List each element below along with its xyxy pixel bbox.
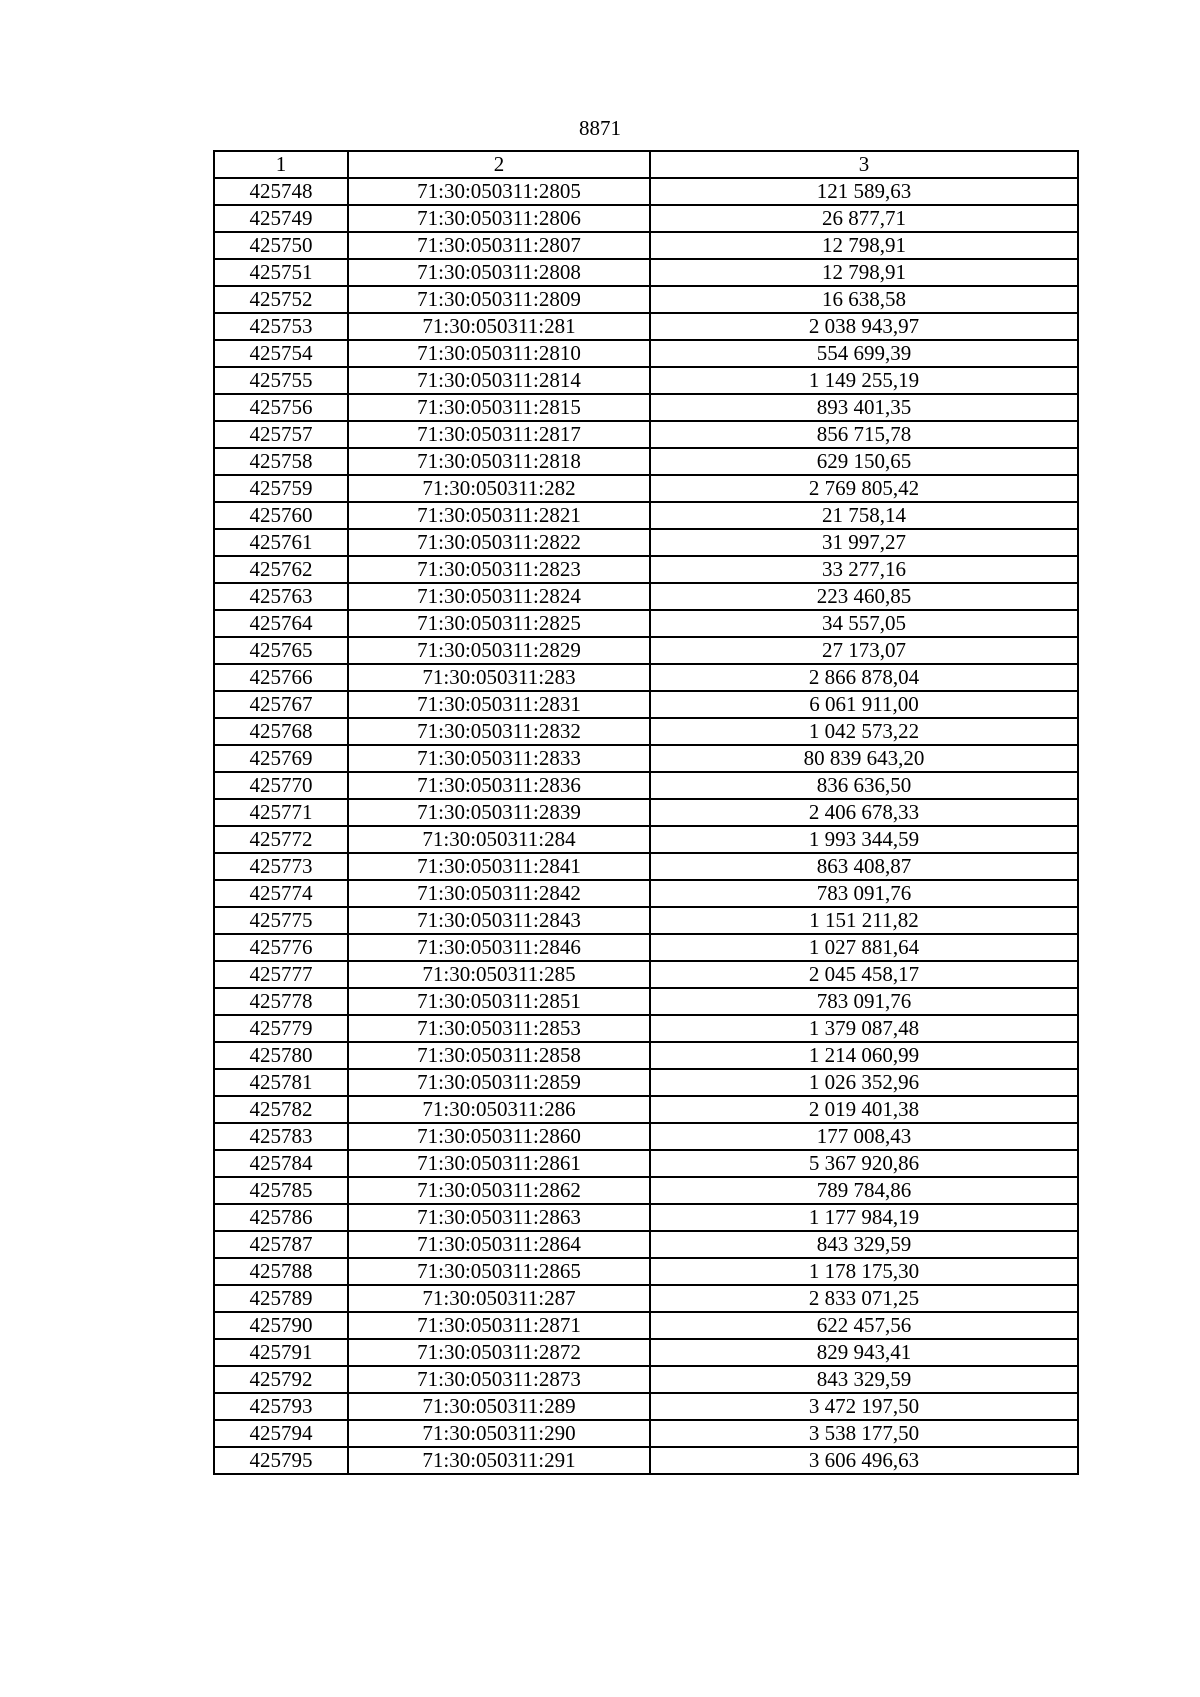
table-row <box>214 988 1078 1015</box>
value-cell: 893 401,35 <box>650 394 1078 421</box>
table-row <box>214 691 1078 718</box>
table-row <box>214 1123 1078 1150</box>
row-number-cell: 425773 <box>214 853 348 880</box>
cadastral-number-cell: 71:30:050311:2808 <box>348 259 650 286</box>
cadastral-number-cell: 71:30:050311:2805 <box>348 178 650 205</box>
cadastral-number-cell: 71:30:050311:2865 <box>348 1258 650 1285</box>
value-cell: 1 026 352,96 <box>650 1069 1078 1096</box>
cadastral-number-cell: 71:30:050311:2823 <box>348 556 650 583</box>
table-row <box>214 1069 1078 1096</box>
row-number-cell: 425786 <box>214 1204 348 1231</box>
table-row <box>214 772 1078 799</box>
cadastral-number-cell: 71:30:050311:282 <box>348 475 650 502</box>
table-row <box>214 1420 1078 1447</box>
row-number-cell: 425780 <box>214 1042 348 1069</box>
table-row <box>214 826 1078 853</box>
cadastral-number-cell: 71:30:050311:2841 <box>348 853 650 880</box>
value-cell: 2 019 401,38 <box>650 1096 1078 1123</box>
cadastral-number-cell: 71:30:050311:2818 <box>348 448 650 475</box>
cadastral-number-cell: 71:30:050311:2825 <box>348 610 650 637</box>
table-row <box>214 205 1078 232</box>
cadastral-number-cell: 71:30:050311:2815 <box>348 394 650 421</box>
row-number-cell: 425794 <box>214 1420 348 1447</box>
cadastral-number-cell: 71:30:050311:2846 <box>348 934 650 961</box>
cadastral-number-cell: 71:30:050311:2859 <box>348 1069 650 1096</box>
value-cell: 1 177 984,19 <box>650 1204 1078 1231</box>
table-row <box>214 1177 1078 1204</box>
table-row <box>214 1150 1078 1177</box>
value-cell: 622 457,56 <box>650 1312 1078 1339</box>
row-number-cell: 425768 <box>214 718 348 745</box>
value-cell: 554 699,39 <box>650 340 1078 367</box>
value-cell: 5 367 920,86 <box>650 1150 1078 1177</box>
value-cell: 2 833 071,25 <box>650 1285 1078 1312</box>
table-row <box>214 1096 1078 1123</box>
row-number-cell: 425755 <box>214 367 348 394</box>
table-row <box>214 1285 1078 1312</box>
table-row <box>214 259 1078 286</box>
cadastral-number-cell: 71:30:050311:2873 <box>348 1366 650 1393</box>
row-number-cell: 425762 <box>214 556 348 583</box>
row-number-cell: 425758 <box>214 448 348 475</box>
value-cell: 33 277,16 <box>650 556 1078 583</box>
table-row <box>214 961 1078 988</box>
cadastral-number-cell: 71:30:050311:2853 <box>348 1015 650 1042</box>
value-cell: 2 406 678,33 <box>650 799 1078 826</box>
cadastral-number-cell: 71:30:050311:2862 <box>348 1177 650 1204</box>
cadastral-number-cell: 71:30:050311:2824 <box>348 583 650 610</box>
value-cell: 2 038 943,97 <box>650 313 1078 340</box>
value-cell: 856 715,78 <box>650 421 1078 448</box>
row-number-cell: 425767 <box>214 691 348 718</box>
value-cell: 177 008,43 <box>650 1123 1078 1150</box>
column-header-1: 1 <box>214 151 348 178</box>
value-cell: 829 943,41 <box>650 1339 1078 1366</box>
value-cell: 1 379 087,48 <box>650 1015 1078 1042</box>
table-row <box>214 664 1078 691</box>
row-number-cell: 425783 <box>214 1123 348 1150</box>
cadastral-number-cell: 71:30:050311:2831 <box>348 691 650 718</box>
row-number-cell: 425771 <box>214 799 348 826</box>
cadastral-number-cell: 71:30:050311:285 <box>348 961 650 988</box>
cadastral-number-cell: 71:30:050311:2858 <box>348 1042 650 1069</box>
cadastral-number-cell: 71:30:050311:290 <box>348 1420 650 1447</box>
value-cell: 1 149 255,19 <box>650 367 1078 394</box>
row-number-cell: 425785 <box>214 1177 348 1204</box>
value-cell: 1 027 881,64 <box>650 934 1078 961</box>
table-row <box>214 1258 1078 1285</box>
table-row <box>214 718 1078 745</box>
cadastral-number-cell: 71:30:050311:2833 <box>348 745 650 772</box>
cadastral-number-cell: 71:30:050311:2839 <box>348 799 650 826</box>
table-row <box>214 178 1078 205</box>
cadastral-number-cell: 71:30:050311:2810 <box>348 340 650 367</box>
table-row <box>214 1393 1078 1420</box>
row-number-cell: 425748 <box>214 178 348 205</box>
cadastral-number-cell: 71:30:050311:2872 <box>348 1339 650 1366</box>
row-number-cell: 425775 <box>214 907 348 934</box>
value-cell: 783 091,76 <box>650 988 1078 1015</box>
cadastral-number-cell: 71:30:050311:281 <box>348 313 650 340</box>
table-row <box>214 1042 1078 1069</box>
table-row <box>214 232 1078 259</box>
cadastral-number-cell: 71:30:050311:2860 <box>348 1123 650 1150</box>
row-number-cell: 425788 <box>214 1258 348 1285</box>
value-cell: 836 636,50 <box>650 772 1078 799</box>
table-row <box>214 583 1078 610</box>
row-number-cell: 425766 <box>214 664 348 691</box>
data-table <box>213 150 1079 1475</box>
value-cell: 121 589,63 <box>650 178 1078 205</box>
cadastral-number-cell: 71:30:050311:2843 <box>348 907 650 934</box>
page-number: 8871 <box>579 116 621 140</box>
row-number-cell: 425772 <box>214 826 348 853</box>
value-cell: 80 839 643,20 <box>650 745 1078 772</box>
table-row <box>214 556 1078 583</box>
row-number-cell: 425756 <box>214 394 348 421</box>
table-row <box>214 907 1078 934</box>
value-cell: 3 538 177,50 <box>650 1420 1078 1447</box>
table-row <box>214 1015 1078 1042</box>
table-row <box>214 475 1078 502</box>
value-cell: 629 150,65 <box>650 448 1078 475</box>
value-cell: 12 798,91 <box>650 232 1078 259</box>
table-row <box>214 799 1078 826</box>
cadastral-number-cell: 71:30:050311:2832 <box>348 718 650 745</box>
value-cell: 2 866 878,04 <box>650 664 1078 691</box>
table-row <box>214 367 1078 394</box>
row-number-cell: 425787 <box>214 1231 348 1258</box>
table-row <box>214 1231 1078 1258</box>
table-row <box>214 610 1078 637</box>
row-number-cell: 425784 <box>214 1150 348 1177</box>
row-number-cell: 425789 <box>214 1285 348 1312</box>
row-number-cell: 425757 <box>214 421 348 448</box>
row-number-cell: 425760 <box>214 502 348 529</box>
table-row <box>214 421 1078 448</box>
cadastral-number-cell: 71:30:050311:287 <box>348 1285 650 1312</box>
table-row <box>214 448 1078 475</box>
header-row <box>214 151 1078 178</box>
table-header <box>214 151 1078 178</box>
cadastral-number-cell: 71:30:050311:2829 <box>348 637 650 664</box>
row-number-cell: 425751 <box>214 259 348 286</box>
cadastral-number-cell: 71:30:050311:2842 <box>348 880 650 907</box>
table-row <box>214 637 1078 664</box>
row-number-cell: 425754 <box>214 340 348 367</box>
cadastral-number-cell: 71:30:050311:286 <box>348 1096 650 1123</box>
row-number-cell: 425753 <box>214 313 348 340</box>
cadastral-number-cell: 71:30:050311:291 <box>348 1447 650 1474</box>
table-row <box>214 1204 1078 1231</box>
row-number-cell: 425752 <box>214 286 348 313</box>
row-number-cell: 425791 <box>214 1339 348 1366</box>
table-row <box>214 286 1078 313</box>
value-cell: 843 329,59 <box>650 1366 1078 1393</box>
cadastral-number-cell: 71:30:050311:289 <box>348 1393 650 1420</box>
cadastral-number-cell: 71:30:050311:2822 <box>348 529 650 556</box>
row-number-cell: 425776 <box>214 934 348 961</box>
value-cell: 1 178 175,30 <box>650 1258 1078 1285</box>
row-number-cell: 425759 <box>214 475 348 502</box>
row-number-cell: 425779 <box>214 1015 348 1042</box>
row-number-cell: 425781 <box>214 1069 348 1096</box>
table-row <box>214 1366 1078 1393</box>
table-row <box>214 394 1078 421</box>
column-header-2: 2 <box>348 151 650 178</box>
value-cell: 3 606 496,63 <box>650 1447 1078 1474</box>
table-row <box>214 313 1078 340</box>
row-number-cell: 425774 <box>214 880 348 907</box>
cadastral-number-cell: 71:30:050311:2814 <box>348 367 650 394</box>
value-cell: 2 769 805,42 <box>650 475 1078 502</box>
value-cell: 6 061 911,00 <box>650 691 1078 718</box>
column-header-3: 3 <box>650 151 1078 178</box>
cadastral-number-cell: 71:30:050311:2864 <box>348 1231 650 1258</box>
value-cell: 863 408,87 <box>650 853 1078 880</box>
cadastral-number-cell: 71:30:050311:2809 <box>348 286 650 313</box>
table-row <box>214 880 1078 907</box>
table-row <box>214 745 1078 772</box>
table-body <box>214 178 1078 1474</box>
cadastral-number-cell: 71:30:050311:2851 <box>348 988 650 1015</box>
value-cell: 843 329,59 <box>650 1231 1078 1258</box>
table-row <box>214 502 1078 529</box>
row-number-cell: 425749 <box>214 205 348 232</box>
row-number-cell: 425790 <box>214 1312 348 1339</box>
table-row <box>214 1339 1078 1366</box>
row-number-cell: 425793 <box>214 1393 348 1420</box>
cadastral-number-cell: 71:30:050311:2817 <box>348 421 650 448</box>
row-number-cell: 425777 <box>214 961 348 988</box>
cadastral-number-cell: 71:30:050311:284 <box>348 826 650 853</box>
value-cell: 12 798,91 <box>650 259 1078 286</box>
cadastral-number-cell: 71:30:050311:2836 <box>348 772 650 799</box>
table-row <box>214 1447 1078 1474</box>
table-row <box>214 934 1078 961</box>
table-row <box>214 1312 1078 1339</box>
cadastral-number-cell: 71:30:050311:2806 <box>348 205 650 232</box>
value-cell: 16 638,58 <box>650 286 1078 313</box>
value-cell: 21 758,14 <box>650 502 1078 529</box>
row-number-cell: 425770 <box>214 772 348 799</box>
value-cell: 1 214 060,99 <box>650 1042 1078 1069</box>
row-number-cell: 425792 <box>214 1366 348 1393</box>
value-cell: 783 091,76 <box>650 880 1078 907</box>
value-cell: 1 151 211,82 <box>650 907 1078 934</box>
row-number-cell: 425769 <box>214 745 348 772</box>
row-number-cell: 425761 <box>214 529 348 556</box>
cadastral-number-cell: 71:30:050311:2807 <box>348 232 650 259</box>
value-cell: 26 877,71 <box>650 205 1078 232</box>
row-number-cell: 425795 <box>214 1447 348 1474</box>
table-row <box>214 853 1078 880</box>
row-number-cell: 425750 <box>214 232 348 259</box>
value-cell: 31 997,27 <box>650 529 1078 556</box>
table-row <box>214 340 1078 367</box>
cadastral-number-cell: 71:30:050311:2821 <box>348 502 650 529</box>
cadastral-number-cell: 71:30:050311:2861 <box>348 1150 650 1177</box>
value-cell: 34 557,05 <box>650 610 1078 637</box>
value-cell: 223 460,85 <box>650 583 1078 610</box>
table-row <box>214 529 1078 556</box>
value-cell: 3 472 197,50 <box>650 1393 1078 1420</box>
cadastral-number-cell: 71:30:050311:2863 <box>348 1204 650 1231</box>
row-number-cell: 425765 <box>214 637 348 664</box>
row-number-cell: 425782 <box>214 1096 348 1123</box>
row-number-cell: 425778 <box>214 988 348 1015</box>
cadastral-number-cell: 71:30:050311:2871 <box>348 1312 650 1339</box>
cadastral-number-cell: 71:30:050311:283 <box>348 664 650 691</box>
value-cell: 1 042 573,22 <box>650 718 1078 745</box>
value-cell: 2 045 458,17 <box>650 961 1078 988</box>
value-cell: 27 173,07 <box>650 637 1078 664</box>
row-number-cell: 425764 <box>214 610 348 637</box>
row-number-cell: 425763 <box>214 583 348 610</box>
value-cell: 789 784,86 <box>650 1177 1078 1204</box>
value-cell: 1 993 344,59 <box>650 826 1078 853</box>
